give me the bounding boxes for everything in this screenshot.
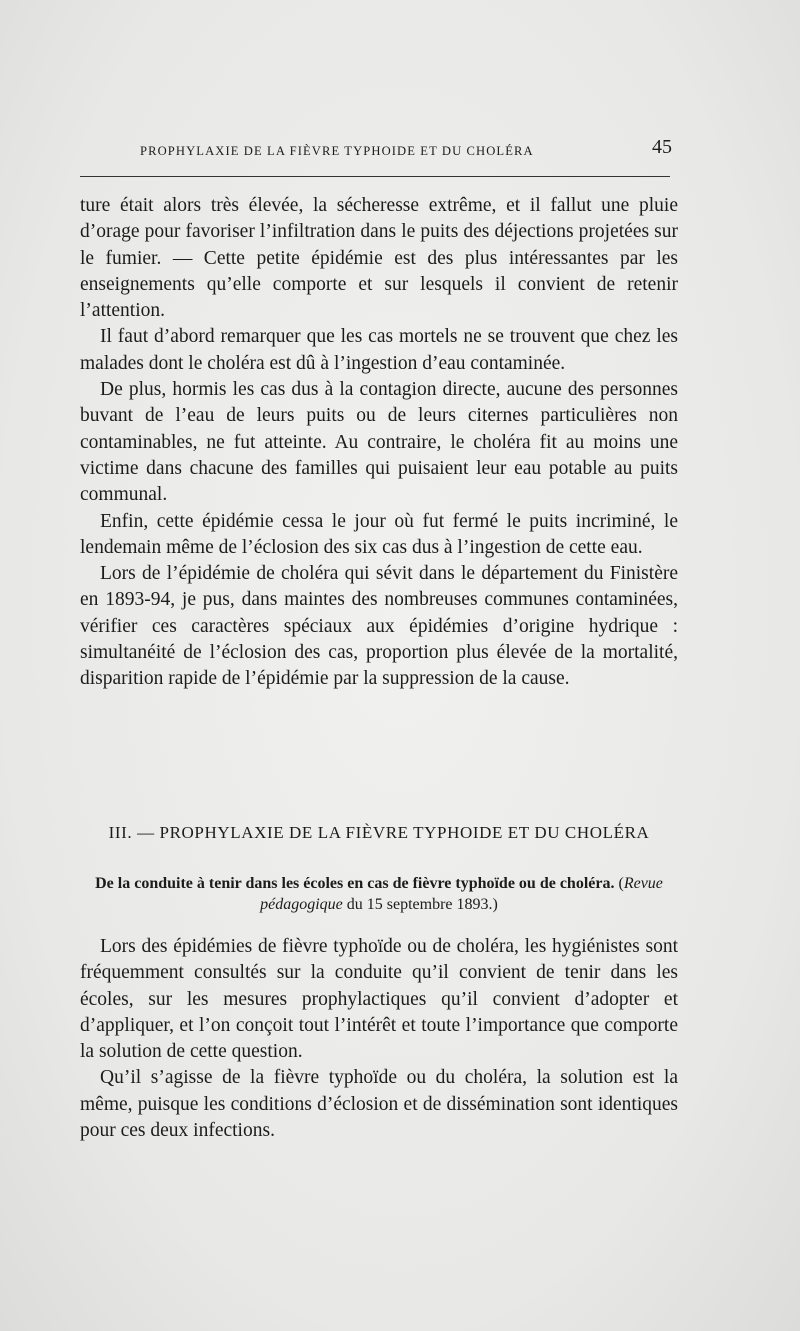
page-number: 45: [652, 136, 672, 158]
paragraph-5: Lors de l’épidémie de choléra qui sévit dans le département du Finistère en 1893-94, je pus, dans maintes des nombreuses communes contaminées, vérifier ces caractères spéciaux aux épidémies d’origine hydrique : simultanéité de l’éclosion des cas, proportion plus élevée de la mortalité, disparition rapide de l’épidémie par la suppression de la cause.: [80, 563, 678, 690]
paragraph-1: ture était alors très élevée, la sécheresse extrême, et il fallut une pluie d’orage pour favoriser l’infiltration dans le puits des déjections projetées sur le fumier. — Cette petite épidémie est des plus intéressantes par les enseignements qu’elle comporte et sur lesquels il convient de retenir l’attention.: [80, 195, 678, 322]
paragraph-2: Il faut d’abord remarquer que les cas mortels ne se trouvent que chez les malades dont le choléra est dû à l’ingestion d’eau contaminée.: [80, 326, 678, 374]
sub-heading-open-paren: (: [618, 875, 624, 892]
sub-heading-date: du 15 septembre 1893.): [342, 896, 498, 913]
paragraph-6: Lors des épidémies de fièvre typhoïde ou de choléra, les hygiénistes sont fréquemment consultés sur la conduite qu’il convient de tenir dans les écoles, sur les mesures prophylactiques qu’il convient d’adopter et d’appliquer, et l’on conçoit tout l’intérêt et toute l’importance que comporte la solution de cette question.: [80, 936, 678, 1063]
sub-heading: [80, 873, 678, 915]
running-title: PROPHYLAXIE DE LA FIÈVRE TYPHOIDE ET DU CHOLÉRA: [140, 144, 534, 158]
header-rule: [80, 176, 670, 177]
body-text-bottom: [80, 934, 678, 1144]
body-text-top: [80, 193, 678, 693]
paragraph-7: Qu’il s’agisse de la fièvre typhoïde ou du choléra, la solution est la même, puisque les conditions d’éclosion et de dissémination sont identiques pour ces deux infections.: [80, 1067, 678, 1142]
paragraph-4: Enfin, cette épidémie cessa le jour où fut fermé le puits incriminé, le lendemain même de l’éclosion des six cas dus à l’ingestion de cette eau.: [80, 510, 678, 558]
section-heading: III. — PROPHYLAXIE DE LA FIÈVRE TYPHOIDE ET DU CHOLÉRA: [108, 823, 650, 842]
sub-heading-source: Revue pédagogique: [260, 875, 663, 913]
page-header: [140, 136, 678, 166]
sub-heading-title: De la conduite à tenir dans les écoles en cas de fièvre typhoïde ou de choléra.: [95, 875, 615, 892]
paragraph-3: De plus, hormis les cas dus à la contagion directe, aucune des personnes buvant de l’eau de leurs puits ou de leurs citernes particulières non contaminables, ne fut atteinte. Au contraire, le choléra fit au moins une victime dans chacune des familles qui puisaient leur eau potable au puits communal.: [80, 379, 678, 506]
